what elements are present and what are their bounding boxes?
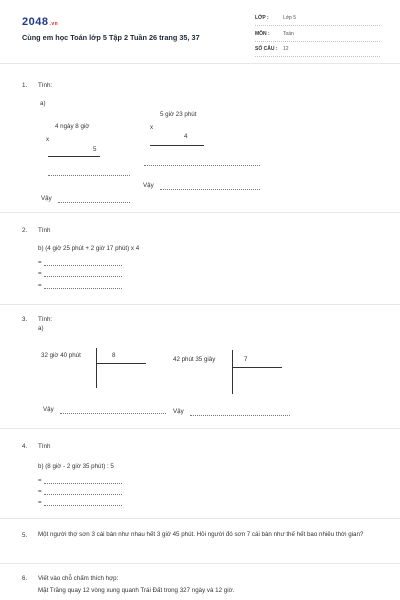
header-divider (0, 63, 400, 64)
q2-answer-line-2[interactable] (44, 276, 122, 277)
q3-part-label: a) (38, 325, 44, 332)
meta-class (255, 14, 380, 26)
q4-answer-line-3[interactable] (44, 505, 122, 506)
meta-subject (255, 30, 380, 42)
q3-number: 3. (22, 316, 28, 323)
meta-class-label: LỚP : (255, 15, 269, 21)
q3-vay-left-label: Vậy (43, 406, 54, 413)
q2-title: Tính (38, 227, 51, 234)
document-title: Cùng em học Toán lớp 5 Tập 2 Tuần 26 trang 35, 37 (22, 33, 200, 42)
q3-right-quotient-rule (232, 367, 282, 368)
q4-number: 4. (22, 443, 28, 450)
q4-answer-line-1[interactable] (44, 483, 122, 484)
meta-subject-value: Toán (283, 31, 294, 37)
q1-vay-left-line[interactable] (58, 202, 130, 203)
site-logo[interactable] (22, 16, 58, 28)
meta-subject-label: MÔN : (255, 31, 270, 37)
q3-title: Tính: (38, 316, 53, 323)
q6-text: Mặt Trăng quay 12 vòng xung quanh Trái Đất trong 327 ngày và 12 giờ. (38, 587, 235, 594)
q1-left-operator: x (46, 136, 50, 143)
q1-vay-right-label: Vậy (143, 182, 154, 189)
q1-right-operator: x (150, 124, 154, 131)
q3-right-divisor: 7 (244, 356, 248, 363)
q4-answer-line-2[interactable] (44, 494, 122, 495)
q1-left-multiplier: 5 (93, 146, 97, 153)
q5-text: Một người thợ sơn 3 cái bàn như nhau hết 3 giờ 45 phút. Hỏi người đó sơn 7 cái bàn như thế hết bao nhiêu thời gian? (38, 531, 364, 538)
q1-left-operand: 4 ngày 8 giờ (55, 123, 90, 130)
q1-vay-left-label: Vậy (41, 195, 52, 202)
q3-left-divisor: 8 (112, 352, 116, 359)
logo-domain: .vn (49, 21, 59, 27)
q4-eq-1: = (38, 477, 42, 484)
section-divider (0, 563, 400, 564)
q4-eq-2: = (38, 488, 42, 495)
q3-left-division-bar (96, 348, 97, 388)
q1-right-rule (150, 145, 204, 146)
q1-part-label: a) (40, 100, 46, 107)
q3-vay-right-line[interactable] (190, 415, 290, 416)
q4-eq-3: = (38, 499, 42, 506)
q2-answer-line-1[interactable] (44, 265, 122, 266)
meta-count-value: 12 (283, 46, 289, 52)
meta-count-label: SỐ CÂU : (255, 46, 278, 52)
logo-text: 2048 (22, 16, 49, 28)
section-divider (0, 304, 400, 305)
q3-vay-left-line[interactable] (60, 413, 166, 414)
q5-number: 5. (22, 532, 28, 539)
q1-number: 1. (22, 82, 28, 89)
q6-title: Viết vào chỗ chấm thích hợp: (38, 575, 119, 582)
q3-left-quotient-rule (96, 363, 146, 364)
q2-answer-line-3[interactable] (44, 288, 122, 289)
meta-class-value: Lớp 5 (283, 15, 297, 21)
q1-right-answer-line[interactable] (144, 165, 260, 166)
q1-title: Tính: (38, 82, 53, 89)
q1-right-operand: 5 giờ 23 phút (160, 111, 197, 118)
section-divider (0, 428, 400, 429)
q1-left-answer-line[interactable] (48, 175, 130, 176)
q1-left-rule (48, 156, 100, 157)
section-divider (0, 212, 400, 213)
q2-eq-2: = (38, 270, 42, 277)
q6-number: 6. (22, 575, 28, 582)
q2-eq-1: = (38, 259, 42, 266)
q2-number: 2. (22, 227, 28, 234)
meta-count (255, 45, 380, 57)
q2-eq-3: = (38, 282, 42, 289)
q4-title: Tính (38, 443, 51, 450)
section-divider (0, 518, 400, 519)
q3-right-dividend: 42 phút 35 giây (173, 356, 216, 363)
q1-vay-right-line[interactable] (160, 189, 260, 190)
q3-vay-right-label: Vậy (173, 408, 184, 415)
document-header (0, 0, 400, 56)
q2-expression: b) (4 giờ 25 phút + 2 giờ 17 phút) x 4 (38, 245, 140, 252)
q3-left-dividend: 32 giờ 40 phút (41, 352, 81, 359)
q3-right-division-bar (232, 350, 233, 394)
q1-right-multiplier: 4 (184, 133, 188, 140)
q4-expression: b) (8 giờ - 2 giờ 35 phút) : 5 (38, 463, 114, 470)
